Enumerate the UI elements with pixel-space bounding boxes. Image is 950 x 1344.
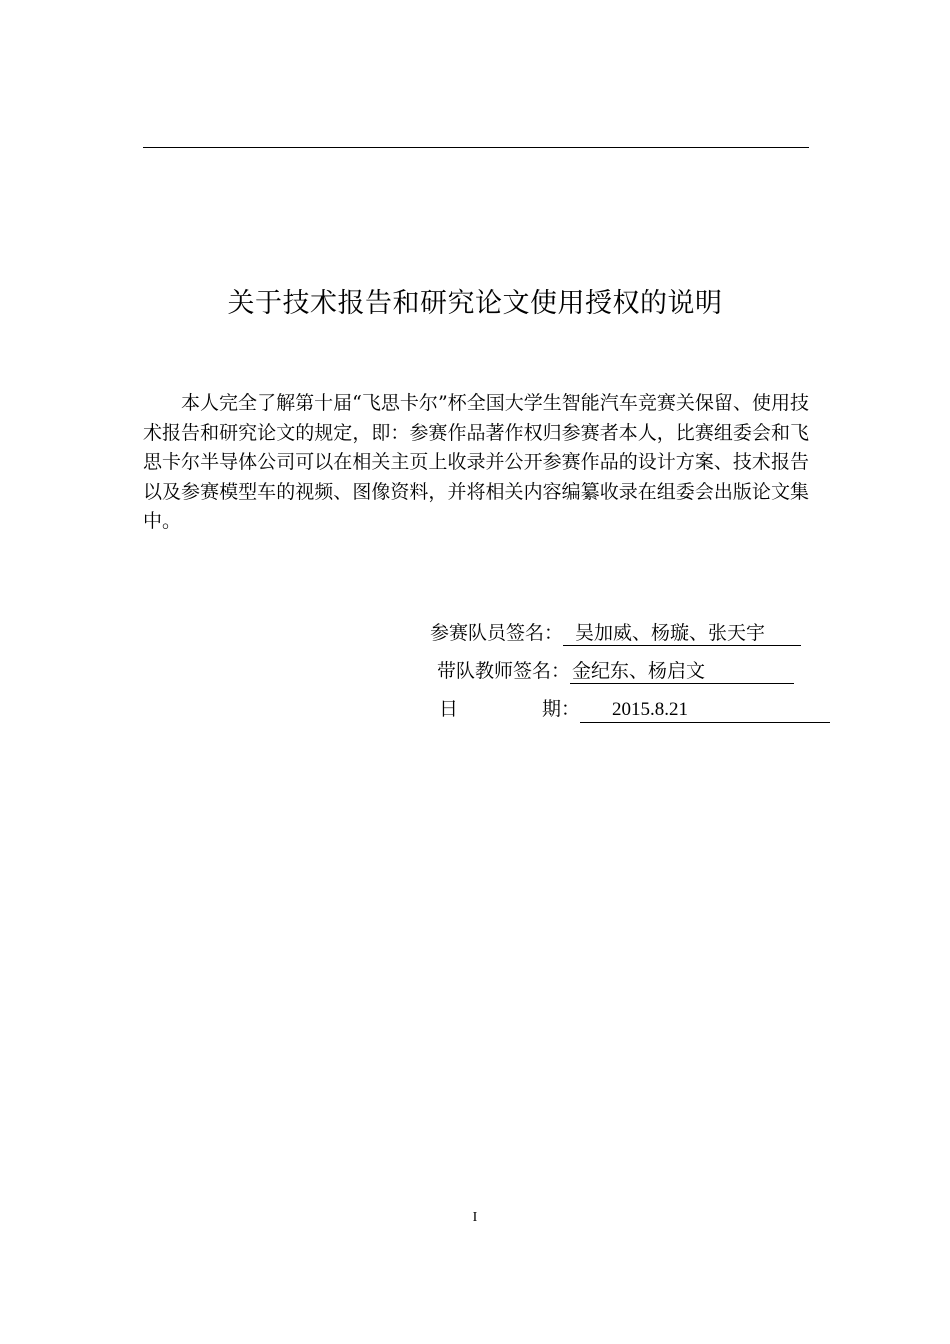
date-value: 2015.8.21 [580, 698, 830, 723]
teachers-label: 带队教师签名： [437, 660, 571, 682]
date-label-second-part: 期： [542, 698, 581, 720]
team-members-label: 参赛队员签名： [430, 622, 564, 644]
header-rule [143, 147, 809, 148]
page-number: I [472, 1210, 478, 1225]
authorization-statement: 本人完全了解第十届“飞思卡尔”杯全国大学生智能汽车竞赛关保留、使用技术报告和研究论文的规定，即：参赛作品著作权归参赛者本人，比赛组委会和飞思卡尔半导体公司可以在相关主页上收录并公开参赛作品的设计方案、技术报告以及参赛模型车的视频、图像资料，并将相关内容编纂收录在组委会出版论文集中。 [143, 392, 809, 533]
date-label-first-char: 日 [439, 698, 459, 720]
team-members-signature-row [430, 620, 801, 646]
teachers-signature: 金纪东、杨启文 [570, 659, 794, 684]
teachers-signature-row [437, 658, 794, 684]
team-members-signature: 吴加威、杨璇、张天宇 [563, 621, 801, 646]
document-title: 关于技术报告和研究论文使用授权的说明 [227, 288, 723, 319]
date-row [439, 696, 830, 723]
